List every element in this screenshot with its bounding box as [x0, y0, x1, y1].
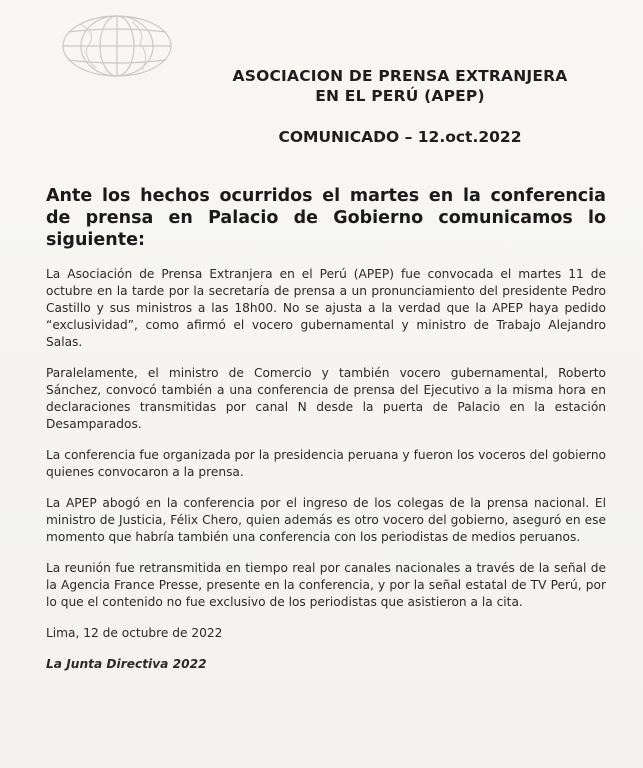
paragraph-1: La Asociación de Prensa Extranjera en el Perú (APEP) fue convocada el martes 11 de octubre en la tarde por la secretaría de prensa a un pronunciamiento del presidente Pedro Castillo y sus ministros a las 18h00. No se ajusta a la verdad que la APEP haya pedido “exclusividad”, como afirmó el vocero gubernamental y ministro de Trabajo Alejandro Salas.	[46, 267, 606, 349]
paragraph-3: La conferencia fue organizada por la presidencia peruana y fueron los voceros del gobierno quienes convocaron a la prensa.	[46, 448, 606, 479]
body-text	[46, 266, 606, 687]
paragraph-4: La APEP abogó en la conferencia por el ingreso de los colegas de la prensa nacional. El ministro de Justicia, Félix Chero, quien además es otro vocero del gobierno, aseguró en ese momento que habría también una conferencia con los periodistas de medios peruanos.	[46, 496, 606, 544]
comunicado-title: COMUNICADO – 12.oct.2022	[278, 128, 522, 146]
organization-name	[190, 66, 610, 106]
lead-statement: Ante los hechos ocurridos el martes en la conferencia de prensa en Palacio de Gobierno comunicamos lo siguiente:	[46, 186, 606, 250]
globe-logo-icon	[58, 12, 176, 80]
org-line-1: ASOCIACION DE PRENSA EXTRANJERA	[232, 67, 568, 85]
paragraph-2: Paralelamente, el ministro de Comercio y también vocero gubernamental, Roberto Sánchez, convocó también a una conferencia de prensa del Ejecutivo a la misma hora en declaraciones transmitidas por canal N desde la puerta de Palacio en la estación Desamparados.	[46, 366, 606, 431]
paragraph-5: La reunión fue retransmitida en tiempo real por canales nacionales a través de la señal de la Agencia France Presse, presente en la conferencia, y por la señal estatal de TV Perú, por lo que el contenido no fue exclusivo de los periodistas que asistieron a la cita.	[46, 561, 606, 609]
date-line: Lima, 12 de octubre de 2022	[46, 626, 223, 640]
signature: La Junta Directiva 2022	[46, 657, 207, 671]
org-line-2: EN EL PERÚ (APEP)	[315, 87, 485, 105]
